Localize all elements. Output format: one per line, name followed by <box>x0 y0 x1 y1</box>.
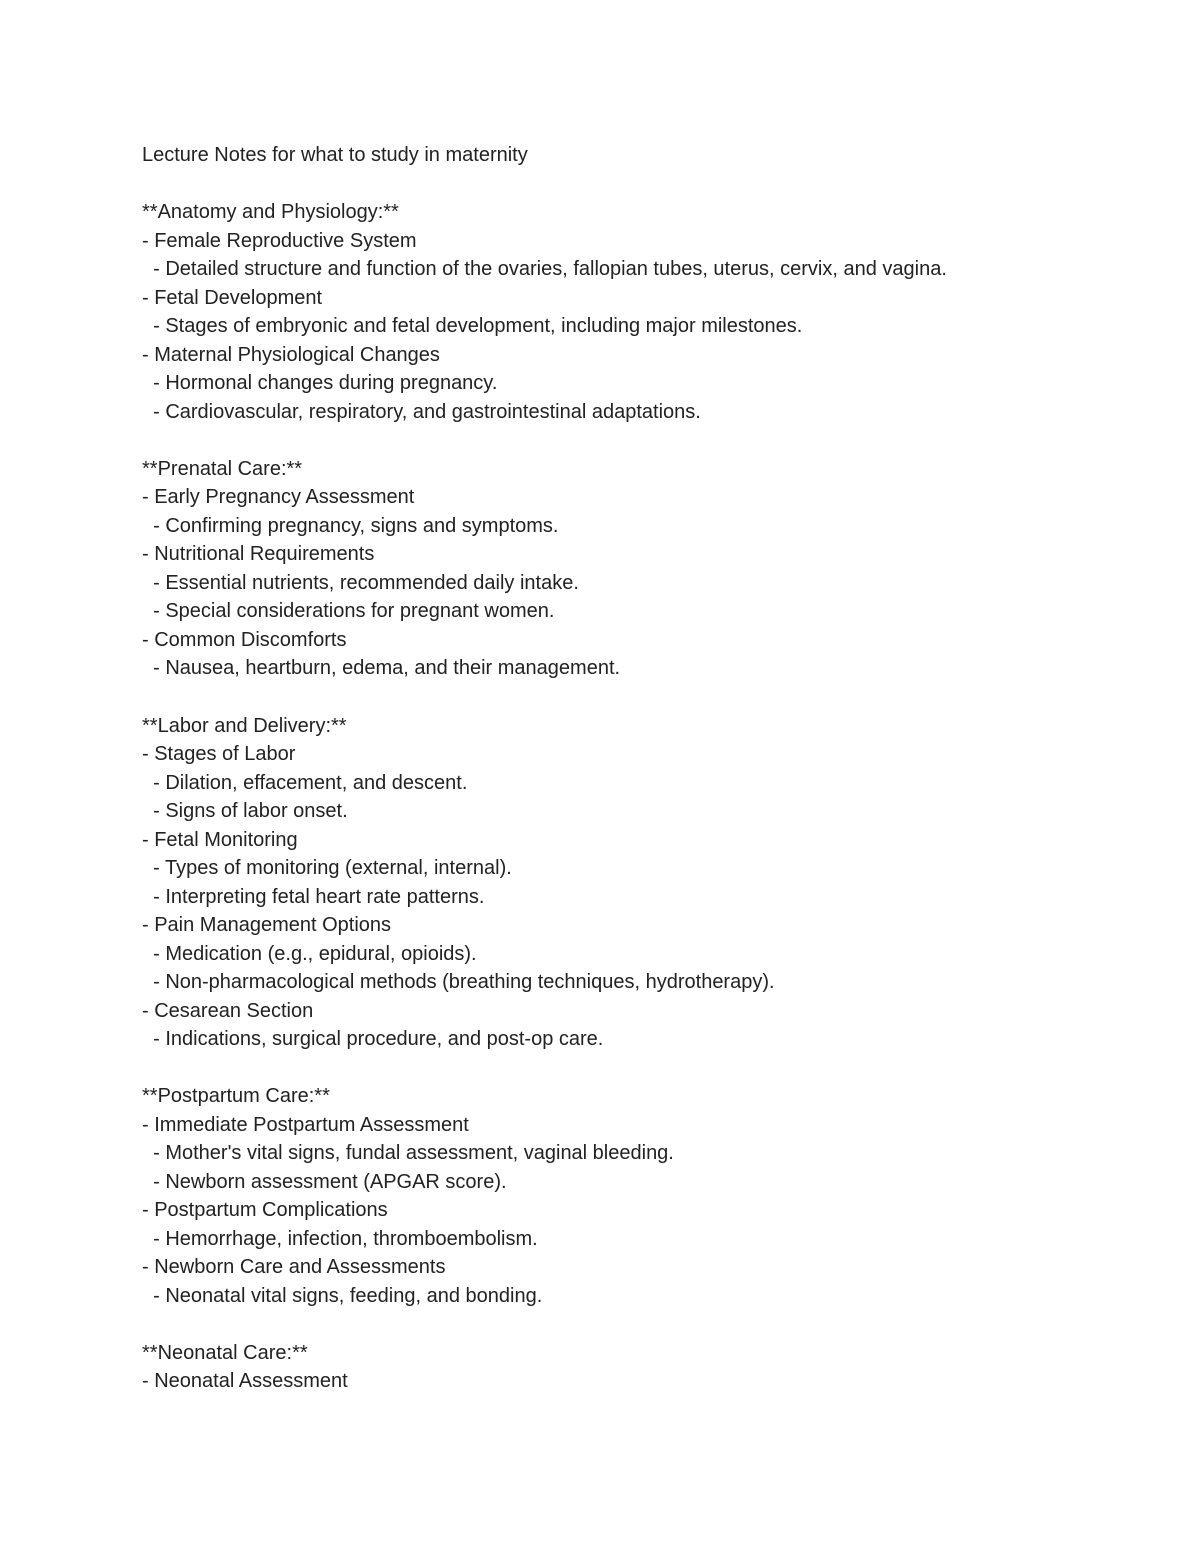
section-heading: **Neonatal Care:** <box>142 1341 308 1364</box>
list-subitem: - Non-pharmacological methods (breathing techniques, hydrotherapy). <box>142 971 775 994</box>
list-subitem: - Neonatal vital signs, feeding, and bonding. <box>142 1284 543 1307</box>
list-item: - Stages of Labor <box>142 743 296 766</box>
section-heading: **Postpartum Care:** <box>142 1085 330 1108</box>
list-subitem: - Hormonal changes during pregnancy. <box>142 372 498 395</box>
section-heading: **Prenatal Care:** <box>142 457 303 480</box>
list-item: - Maternal Physiological Changes <box>142 343 440 366</box>
list-subitem: - Special considerations for pregnant women. <box>142 600 555 623</box>
list-subitem: - Nausea, heartburn, edema, and their management. <box>142 657 621 680</box>
list-subitem: - Cardiovascular, respiratory, and gastrointestinal adaptations. <box>142 400 701 423</box>
paragraph-gap <box>142 683 1142 712</box>
list-subitem: - Types of monitoring (external, internal). <box>142 857 512 880</box>
list-subitem: - Newborn assessment (APGAR score). <box>142 1170 507 1193</box>
section-heading: **Labor and Delivery:** <box>142 714 347 737</box>
list-subitem: - Indications, surgical procedure, and post-op care. <box>142 1028 604 1051</box>
section-anatomy-physiology <box>142 198 1142 426</box>
list-item: - Cesarean Section <box>142 999 314 1022</box>
list-subitem: - Medication (e.g., epidural, opioids). <box>142 942 477 965</box>
list-subitem: - Essential nutrients, recommended daily intake. <box>142 571 579 594</box>
list-subitem: - Interpreting fetal heart rate patterns. <box>142 885 485 908</box>
list-item: - Newborn Care and Assessments <box>142 1256 446 1279</box>
list-item: - Female Reproductive System <box>142 229 417 252</box>
list-subitem: - Confirming pregnancy, signs and symptoms. <box>142 514 559 537</box>
document-body <box>142 141 1142 1396</box>
list-subitem: - Mother's vital signs, fundal assessment, vaginal bleeding. <box>142 1142 674 1165</box>
list-subitem: - Stages of embryonic and fetal development, including major milestones. <box>142 315 803 338</box>
list-item: - Nutritional Requirements <box>142 543 375 566</box>
paragraph-gap <box>142 1310 1142 1339</box>
list-item: - Common Discomforts <box>142 628 347 651</box>
list-item: - Pain Management Options <box>142 914 392 937</box>
list-item: - Fetal Monitoring <box>142 828 298 851</box>
paragraph-gap <box>142 426 1142 455</box>
section-postpartum-care <box>142 1082 1142 1310</box>
section-heading: **Anatomy and Physiology:** <box>142 201 399 224</box>
section-prenatal-care <box>142 455 1142 683</box>
list-item: - Early Pregnancy Assessment <box>142 486 415 509</box>
section-neonatal-care <box>142 1339 1142 1396</box>
list-item: - Fetal Development <box>142 286 323 309</box>
document-title: Lecture Notes for what to study in maternity <box>142 144 528 166</box>
section-labor-delivery <box>142 712 1142 1054</box>
list-item: - Postpartum Complications <box>142 1199 388 1222</box>
list-item: - Neonatal Assessment <box>142 1370 348 1393</box>
list-item: - Immediate Postpartum Assessment <box>142 1113 469 1136</box>
list-subitem: - Hemorrhage, infection, thromboembolism. <box>142 1227 538 1250</box>
list-subitem: - Dilation, effacement, and descent. <box>142 771 468 794</box>
list-subitem: - Detailed structure and function of the ovaries, fallopian tubes, uterus, cervix, and vagina. <box>142 258 947 281</box>
paragraph-gap <box>142 170 1142 199</box>
paragraph-gap <box>142 1054 1142 1083</box>
list-subitem: - Signs of labor onset. <box>142 800 348 823</box>
